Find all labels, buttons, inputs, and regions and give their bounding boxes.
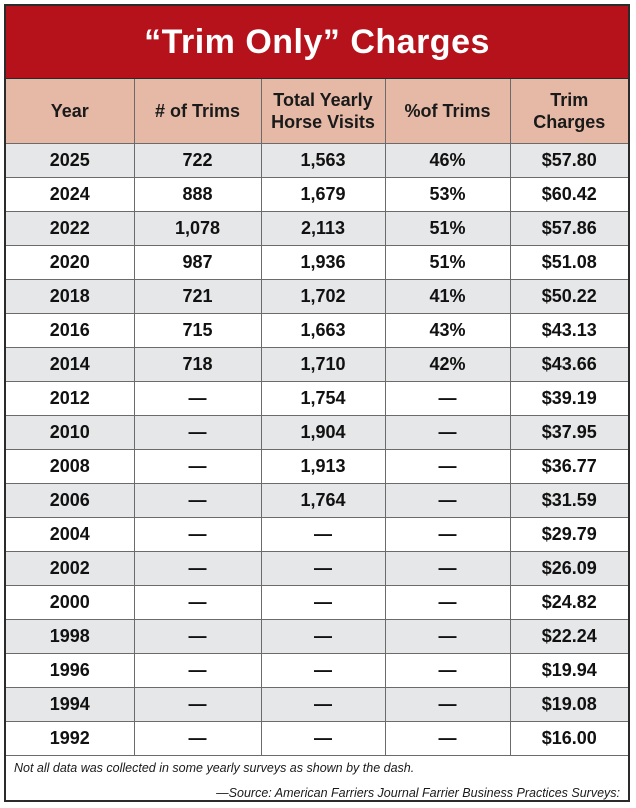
cell-trim-charges: $57.86	[510, 212, 628, 246]
cell-year: 2020	[6, 246, 134, 280]
cell-num-trims: —	[134, 586, 261, 620]
cell-year: 2014	[6, 348, 134, 382]
cell-pct-trims: 42%	[385, 348, 510, 382]
cell-total-visits: 1,679	[261, 178, 385, 212]
cell-year: 1994	[6, 688, 134, 722]
cell-year: 2025	[6, 144, 134, 178]
cell-pct-trims: 51%	[385, 212, 510, 246]
cell-pct-trims: —	[385, 586, 510, 620]
cell-total-visits: —	[261, 722, 385, 756]
cell-year: 1996	[6, 654, 134, 688]
table-row	[6, 212, 628, 246]
column-header-year: Year	[6, 79, 134, 144]
cell-trim-charges: $57.80	[510, 144, 628, 178]
cell-total-visits: —	[261, 518, 385, 552]
table-row	[6, 450, 628, 484]
column-header-total-visits: Total Yearly Horse Visits	[261, 79, 385, 144]
cell-num-trims: —	[134, 450, 261, 484]
data-table	[6, 79, 628, 756]
cell-trim-charges: $50.22	[510, 280, 628, 314]
table-row	[6, 382, 628, 416]
cell-year: 2018	[6, 280, 134, 314]
cell-pct-trims: —	[385, 382, 510, 416]
cell-total-visits: 1,764	[261, 484, 385, 518]
cell-pct-trims: —	[385, 654, 510, 688]
cell-num-trims: —	[134, 382, 261, 416]
cell-trim-charges: $16.00	[510, 722, 628, 756]
table-row	[6, 688, 628, 722]
footnote: Not all data was collected in some yearly surveys as shown by the dash.	[14, 761, 415, 775]
cell-total-visits: 1,904	[261, 416, 385, 450]
cell-num-trims: —	[134, 688, 261, 722]
cell-total-visits: —	[261, 552, 385, 586]
cell-num-trims: —	[134, 484, 261, 518]
cell-total-visits: —	[261, 654, 385, 688]
cell-total-visits: —	[261, 586, 385, 620]
cell-num-trims: 987	[134, 246, 261, 280]
cell-trim-charges: $36.77	[510, 450, 628, 484]
cell-trim-charges: $29.79	[510, 518, 628, 552]
cell-total-visits: 1,710	[261, 348, 385, 382]
cell-num-trims: 722	[134, 144, 261, 178]
table-row	[6, 178, 628, 212]
cell-year: 2016	[6, 314, 134, 348]
table-row	[6, 484, 628, 518]
cell-num-trims: —	[134, 552, 261, 586]
cell-pct-trims: 53%	[385, 178, 510, 212]
cell-pct-trims: —	[385, 518, 510, 552]
cell-total-visits: 1,913	[261, 450, 385, 484]
cell-trim-charges: $43.66	[510, 348, 628, 382]
column-header-pct-trims: %of Trims	[385, 79, 510, 144]
table-body	[6, 144, 628, 756]
cell-year: 2008	[6, 450, 134, 484]
cell-num-trims: —	[134, 416, 261, 450]
cell-total-visits: 1,663	[261, 314, 385, 348]
cell-trim-charges: $26.09	[510, 552, 628, 586]
cell-pct-trims: —	[385, 688, 510, 722]
cell-total-visits: 1,563	[261, 144, 385, 178]
cell-num-trims: —	[134, 654, 261, 688]
table-row	[6, 620, 628, 654]
cell-year: 2002	[6, 552, 134, 586]
cell-year: 2010	[6, 416, 134, 450]
cell-year: 2000	[6, 586, 134, 620]
cell-num-trims: —	[134, 518, 261, 552]
cell-num-trims: 715	[134, 314, 261, 348]
cell-year: 1998	[6, 620, 134, 654]
cell-num-trims: 718	[134, 348, 261, 382]
cell-trim-charges: $19.94	[510, 654, 628, 688]
table-row	[6, 416, 628, 450]
table-row	[6, 246, 628, 280]
cell-pct-trims: —	[385, 450, 510, 484]
chart-title: “Trim Only” Charges	[6, 6, 628, 79]
cell-year: 2006	[6, 484, 134, 518]
cell-trim-charges: $60.42	[510, 178, 628, 212]
table-row	[6, 348, 628, 382]
cell-num-trims: 1,078	[134, 212, 261, 246]
cell-total-visits: 1,754	[261, 382, 385, 416]
cell-pct-trims: 46%	[385, 144, 510, 178]
cell-pct-trims: —	[385, 620, 510, 654]
cell-pct-trims: —	[385, 416, 510, 450]
cell-trim-charges: $31.59	[510, 484, 628, 518]
cell-year: 2024	[6, 178, 134, 212]
cell-year: 2022	[6, 212, 134, 246]
table-row	[6, 654, 628, 688]
cell-trim-charges: $19.08	[510, 688, 628, 722]
table-row	[6, 144, 628, 178]
cell-pct-trims: 51%	[385, 246, 510, 280]
cell-pct-trims: —	[385, 552, 510, 586]
cell-num-trims: —	[134, 620, 261, 654]
table-row	[6, 586, 628, 620]
cell-trim-charges: $43.13	[510, 314, 628, 348]
column-header-num-trims: # of Trims	[134, 79, 261, 144]
chart-frame	[4, 4, 630, 802]
cell-pct-trims: 41%	[385, 280, 510, 314]
cell-trim-charges: $24.82	[510, 586, 628, 620]
cell-total-visits: —	[261, 688, 385, 722]
cell-pct-trims: —	[385, 722, 510, 756]
cell-num-trims: 721	[134, 280, 261, 314]
header-row	[6, 79, 628, 144]
cell-year: 2004	[6, 518, 134, 552]
cell-total-visits: 1,936	[261, 246, 385, 280]
table-row	[6, 552, 628, 586]
cell-num-trims: 888	[134, 178, 261, 212]
cell-total-visits: 1,702	[261, 280, 385, 314]
cell-pct-trims: —	[385, 484, 510, 518]
cell-year: 1992	[6, 722, 134, 756]
cell-trim-charges: $51.08	[510, 246, 628, 280]
cell-total-visits: 2,113	[261, 212, 385, 246]
column-header-trim-charges: Trim Charges	[510, 79, 628, 144]
cell-trim-charges: $37.95	[510, 416, 628, 450]
cell-trim-charges: $22.24	[510, 620, 628, 654]
cell-num-trims: —	[134, 722, 261, 756]
cell-year: 2012	[6, 382, 134, 416]
cell-pct-trims: 43%	[385, 314, 510, 348]
table-row	[6, 314, 628, 348]
source-note: —Source: American Farriers Journal Farrier Business Practices Surveys:	[216, 786, 620, 800]
cell-total-visits: —	[261, 620, 385, 654]
cell-trim-charges: $39.19	[510, 382, 628, 416]
table-row	[6, 722, 628, 756]
table-row	[6, 518, 628, 552]
table-row	[6, 280, 628, 314]
